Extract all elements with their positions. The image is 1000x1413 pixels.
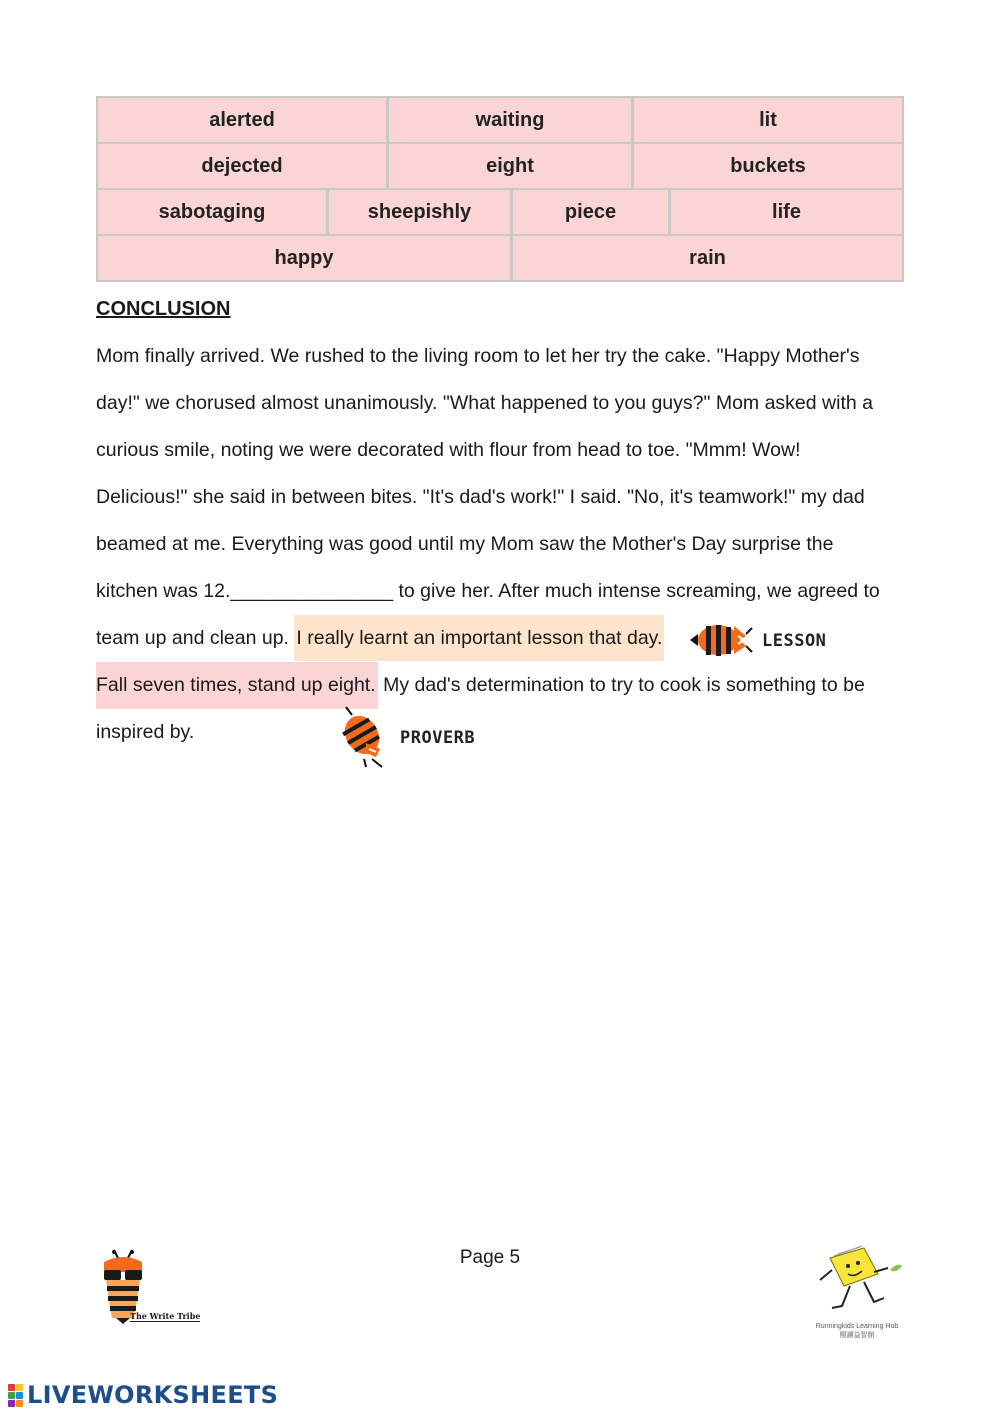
word-bank-cell: alerted xyxy=(98,98,386,142)
story-line xyxy=(96,662,916,709)
story-text: team up and clean up. xyxy=(96,627,295,649)
runningkids-text xyxy=(812,1322,902,1340)
word-bank-cell: sabotaging xyxy=(98,190,326,234)
proverb-tag xyxy=(336,705,475,769)
runningkids-logo xyxy=(812,1244,904,1327)
word-bank-row xyxy=(98,98,902,142)
liveworksheets-brand[interactable] xyxy=(8,1381,278,1409)
book-runner-icon xyxy=(812,1244,904,1322)
story-line: inspired by. xyxy=(96,721,195,743)
word-bank-cell: sheepishly xyxy=(329,190,510,234)
story-line: Mom finally arrived. We rushed to the living room to let her try the cake. "Happy Mother's xyxy=(96,345,860,367)
word-bank-table xyxy=(96,96,904,282)
word-bank-row xyxy=(98,234,902,280)
conclusion-paragraph xyxy=(96,333,916,756)
story-line: day!" we chorused almost unanimously. "What happened to you guys?" Mom asked with a xyxy=(96,392,873,414)
word-bank-cell: happy xyxy=(98,236,510,280)
word-bank-cell: dejected xyxy=(98,144,386,188)
runningkids-subtext: 閱讀益智館 xyxy=(839,1332,875,1339)
story-line: Delicious!" she said in between bites. "It's dad's work!" I said. "No, it's teamwork!" my dad xyxy=(96,486,865,508)
word-bank-row xyxy=(98,142,902,188)
proverb-highlight: Fall seven times, stand up eight. xyxy=(96,662,378,709)
word-bank-cell: waiting xyxy=(389,98,631,142)
story-text: My dad's determination to try to cook is something to be xyxy=(377,674,865,696)
word-bank-cell: buckets xyxy=(634,144,902,188)
story-line: beamed at me. Everything was good until my Mom saw the Mother's Day surprise the xyxy=(96,533,834,555)
bee-lesson-icon xyxy=(688,618,754,664)
proverb-label: PROVERB xyxy=(400,728,476,748)
word-bank-cell: lit xyxy=(634,98,902,142)
story-line: curious smile, noting we were decorated with flour from head to toe. "Mmm! Wow! xyxy=(96,439,801,461)
word-bank-cell: rain xyxy=(513,236,902,280)
write-tribe-text: The Write Tribe xyxy=(130,1311,201,1321)
bee-proverb-icon xyxy=(336,705,392,769)
word-bank-cell: piece xyxy=(513,190,668,234)
liveworksheets-logo-icon xyxy=(8,1384,23,1407)
conclusion-heading: CONCLUSION xyxy=(96,298,231,320)
lesson-highlight: I really learnt an important lesson that day. xyxy=(294,615,664,661)
story-line-blank-12: kitchen was 12._______________ to give her. After much intense screaming, we agreed to xyxy=(96,580,880,602)
word-bank-cell: eight xyxy=(389,144,631,188)
page-number: Page 5 xyxy=(459,1247,521,1268)
word-bank-row xyxy=(98,188,902,234)
lesson-label: LESSON xyxy=(762,631,827,651)
word-bank-cell: life xyxy=(671,190,902,234)
runningkids-name: Runningkids Learning Hub xyxy=(815,1323,899,1330)
liveworksheets-wordmark: LIVEWORKSHEETS xyxy=(27,1381,279,1409)
lesson-tag xyxy=(688,618,826,664)
